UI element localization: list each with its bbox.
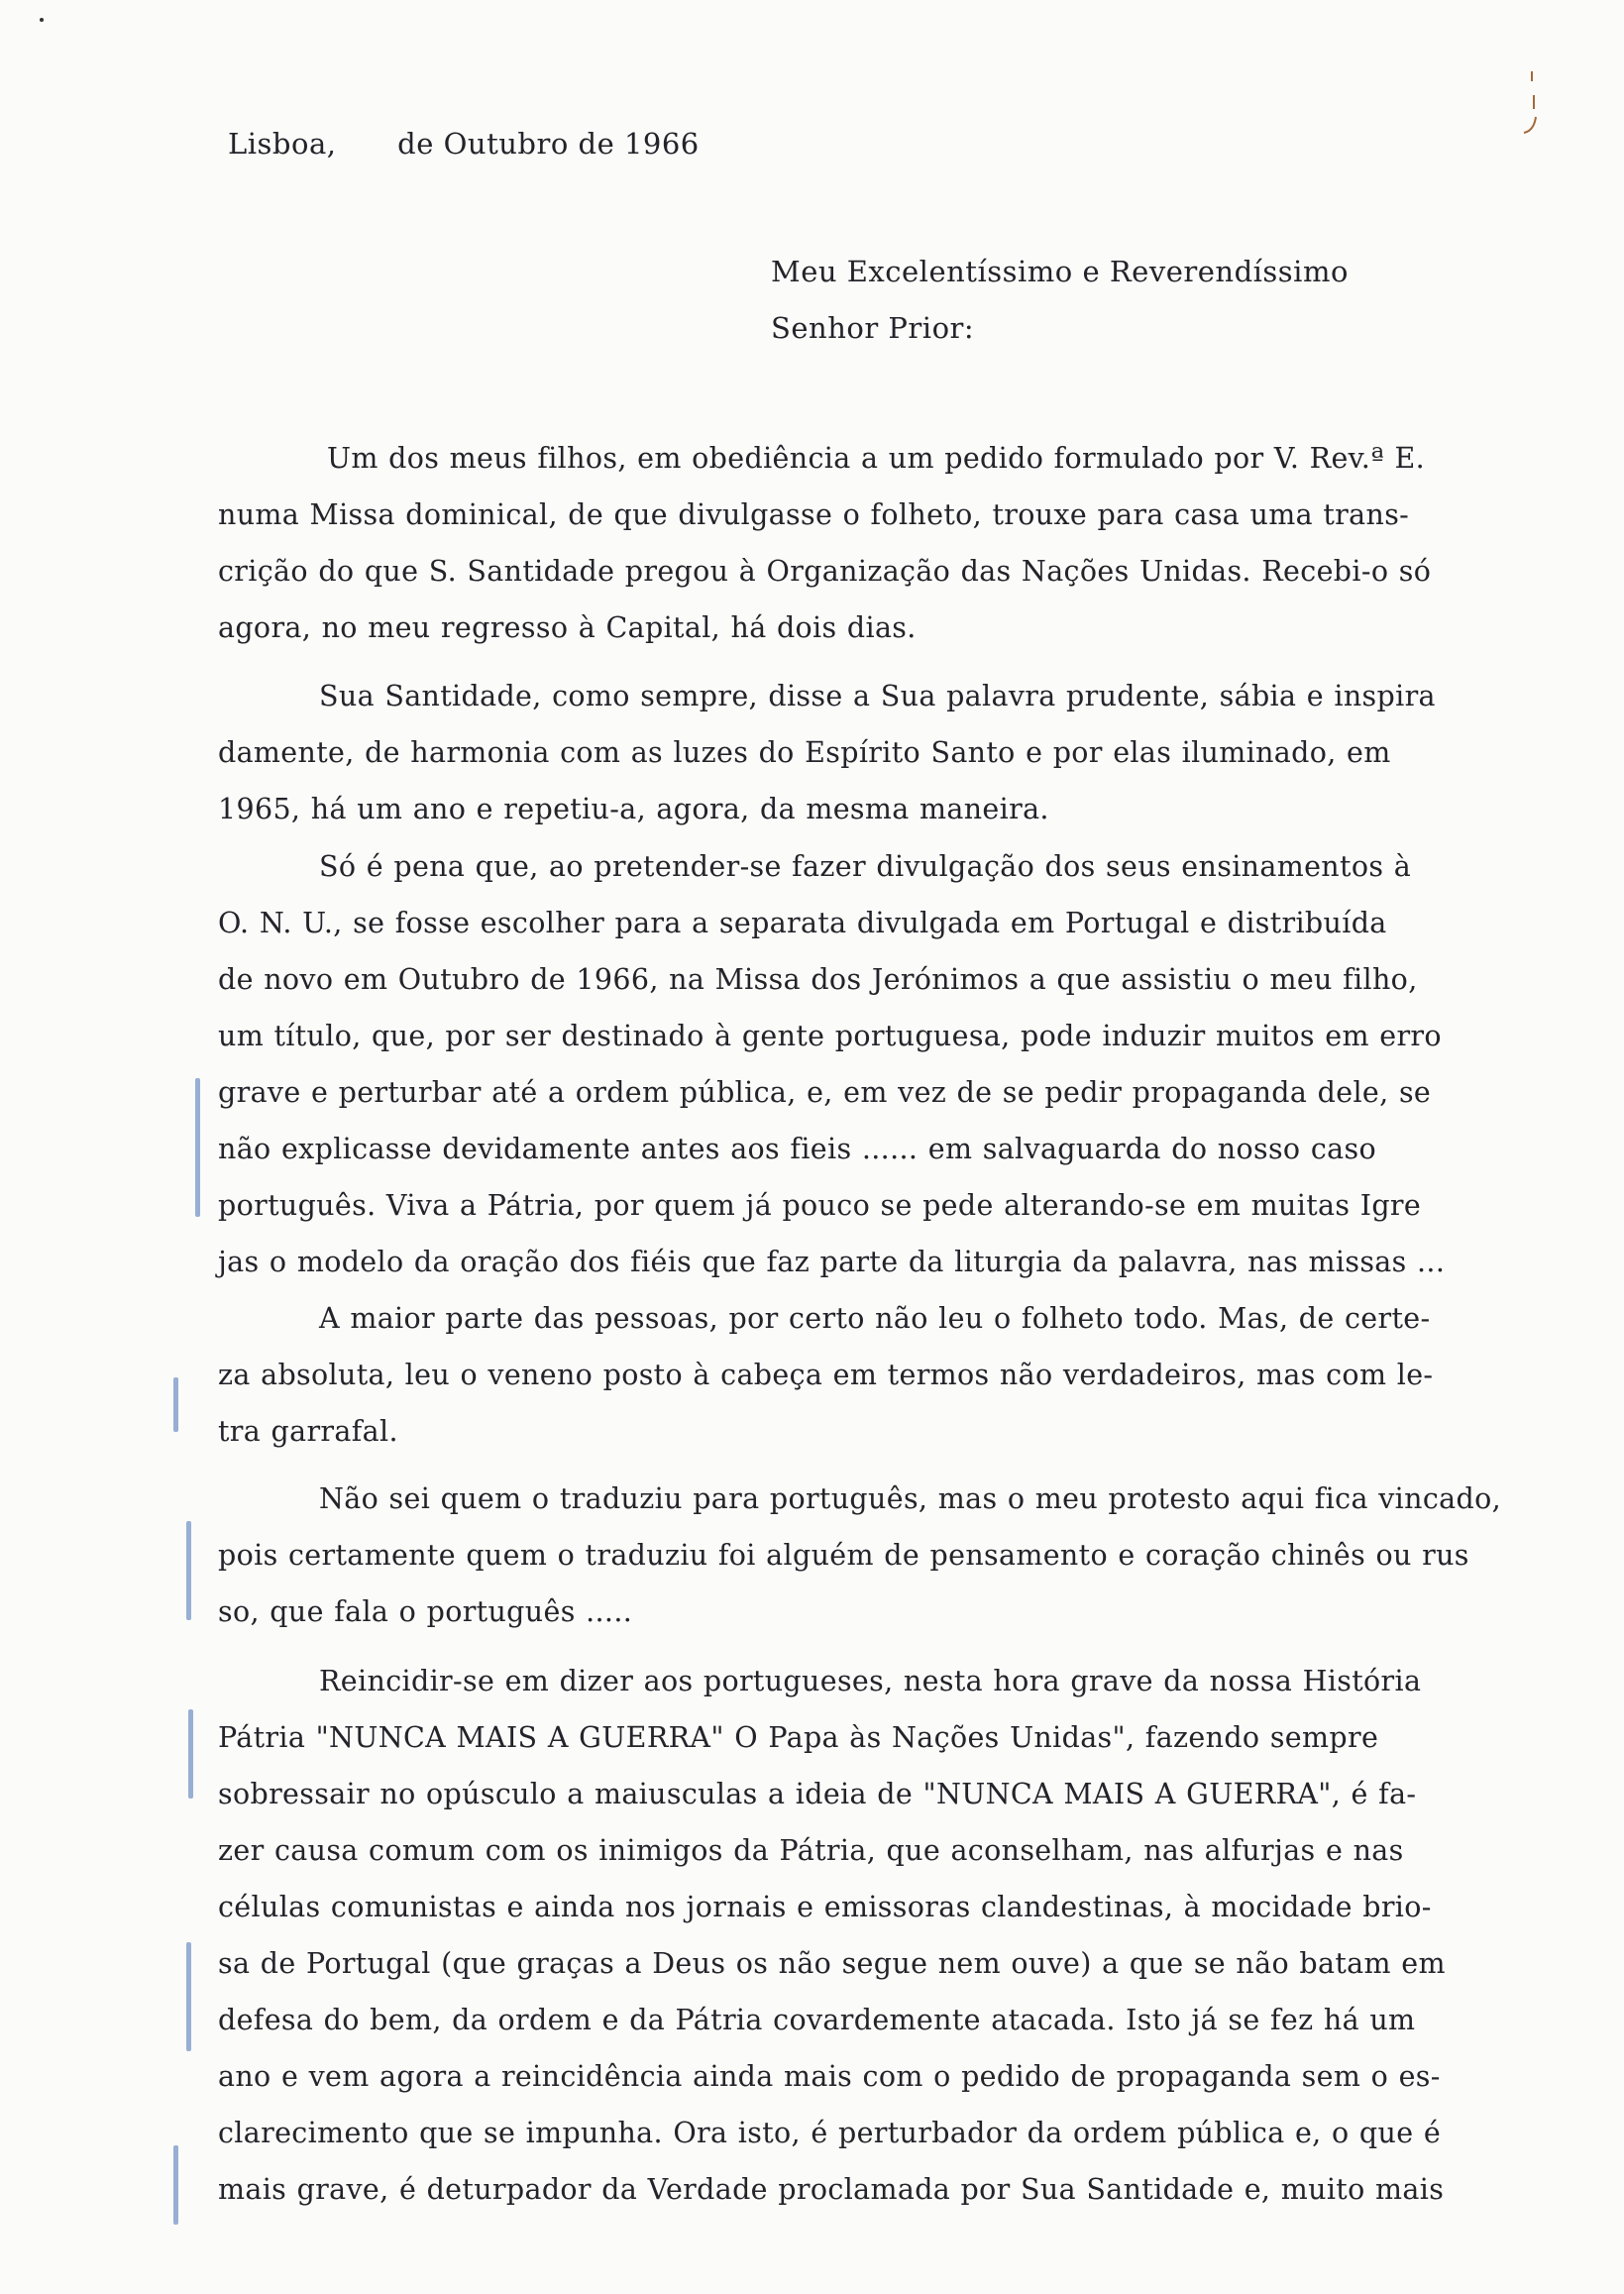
body-line: defesa do bem, da ordem e da Pátria covardemente atacada. Isto já se fez há um — [218, 2004, 1416, 2036]
body-line: jas o modelo da oração dos fiéis que faz parte da liturgia da palavra, nas missas ... — [218, 1246, 1446, 1278]
body-line: clarecimento que se impunha. Ora isto, é perturbador da ordem pública e, o que é — [218, 2117, 1442, 2149]
body-line: sobressair no opúsculo a maiusculas a ideia de "NUNCA MAIS A GUERRA", é fa- — [218, 1778, 1417, 1810]
body-line: sa de Portugal (que graças a Deus os não segue nem ouve) a que se não batam em — [218, 1947, 1446, 1980]
body-line: so, que fala o português ..... — [218, 1595, 633, 1628]
body-line: Só é pena que, ao pretender-se fazer divulgação dos seus ensinamentos à — [319, 850, 1412, 883]
salutation-line-2: Senhor Prior: — [771, 311, 975, 345]
body-line: Um dos meus filhos, em obediência a um pedido formulado por V. Rev.ª E. — [327, 442, 1426, 475]
body-line: 1965, há um ano e repetiu-a, agora, da mesma maneira. — [218, 793, 1049, 825]
body-line: pois certamente quem o traduziu foi alguém de pensamento e coração chinês ou rus — [218, 1539, 1469, 1572]
body-line: células comunistas e ainda nos jornais e emissoras clandestinas, à mocidade brio- — [218, 1891, 1432, 1923]
dateline-date: de Outubro de 1966 — [397, 127, 700, 161]
body-line: agora, no meu regresso à Capital, há dois dias. — [218, 611, 917, 644]
margin-pencil-mark — [186, 1942, 191, 2051]
body-line: numa Missa dominical, de que divulgasse o folheto, trouxe para casa uma trans- — [218, 498, 1410, 531]
body-line: grave e perturbar até a ordem pública, e, em vez de se pedir propaganda dele, se — [218, 1076, 1432, 1109]
body-line: Pátria "NUNCA MAIS A GUERRA" O Papa às Nações Unidas", fazendo sempre — [218, 1721, 1379, 1754]
body-line: ano e vem agora a reincidência ainda mais com o pedido de propaganda sem o es- — [218, 2060, 1441, 2093]
body-line: O. N. U., se fosse escolher para a separata divulgada em Portugal e distribuída — [218, 907, 1387, 939]
salutation — [771, 244, 1349, 357]
body-line: de novo em Outubro de 1966, na Missa dos Jerónimos a que assistiu o meu filho, — [218, 963, 1418, 996]
body-line: zer causa comum com os inimigos da Pátria, que aconselham, nas alfurjas e nas — [218, 1834, 1404, 1867]
body-line: português. Viva a Pátria, por quem já pouco se pede alterando-se em muitas Igre — [218, 1189, 1422, 1222]
margin-pencil-mark — [195, 1078, 200, 1217]
body-line: damente, de harmonia com as luzes do Espírito Santo e por elas iluminado, em — [218, 736, 1391, 769]
pencil-corner-mark — [1522, 69, 1540, 139]
body-line: A maior parte das pessoas, por certo não leu o folheto todo. Mas, de certe- — [319, 1302, 1431, 1335]
body-line: não explicasse devidamente antes aos fieis ...... em salvaguarda do nosso caso — [218, 1133, 1376, 1165]
body-line: um título, que, por ser destinado à gente portuguesa, pode induzir muitos em erro — [218, 1020, 1442, 1052]
margin-pencil-mark — [173, 2145, 178, 2225]
dateline-place: Lisboa, — [228, 127, 337, 161]
paper-speck — [40, 18, 44, 22]
body-line: mais grave, é deturpador da Verdade proclamada por Sua Santidade e, muito mais — [218, 2173, 1445, 2206]
dateline — [228, 127, 700, 161]
body-line: tra garrafal. — [218, 1415, 398, 1448]
salutation-line-1: Meu Excelentíssimo e Reverendíssimo — [771, 255, 1349, 288]
body-line: Reincidir-se em dizer aos portugueses, nesta hora grave da nossa História — [319, 1665, 1422, 1697]
margin-pencil-mark — [186, 1521, 191, 1620]
body-line: Não sei quem o traduziu para português, mas o meu protesto aqui fica vincado, — [319, 1482, 1501, 1515]
body-line: za absoluta, leu o veneno posto à cabeça em termos não verdadeiros, mas com le- — [218, 1359, 1434, 1391]
body-line: Sua Santidade, como sempre, disse a Sua palavra prudente, sábia e inspira — [319, 680, 1436, 712]
margin-pencil-mark — [188, 1709, 193, 1799]
body-line: crição do que S. Santidade pregou à Organização das Nações Unidas. Recebi-o só — [218, 555, 1432, 588]
margin-pencil-mark — [173, 1377, 178, 1432]
